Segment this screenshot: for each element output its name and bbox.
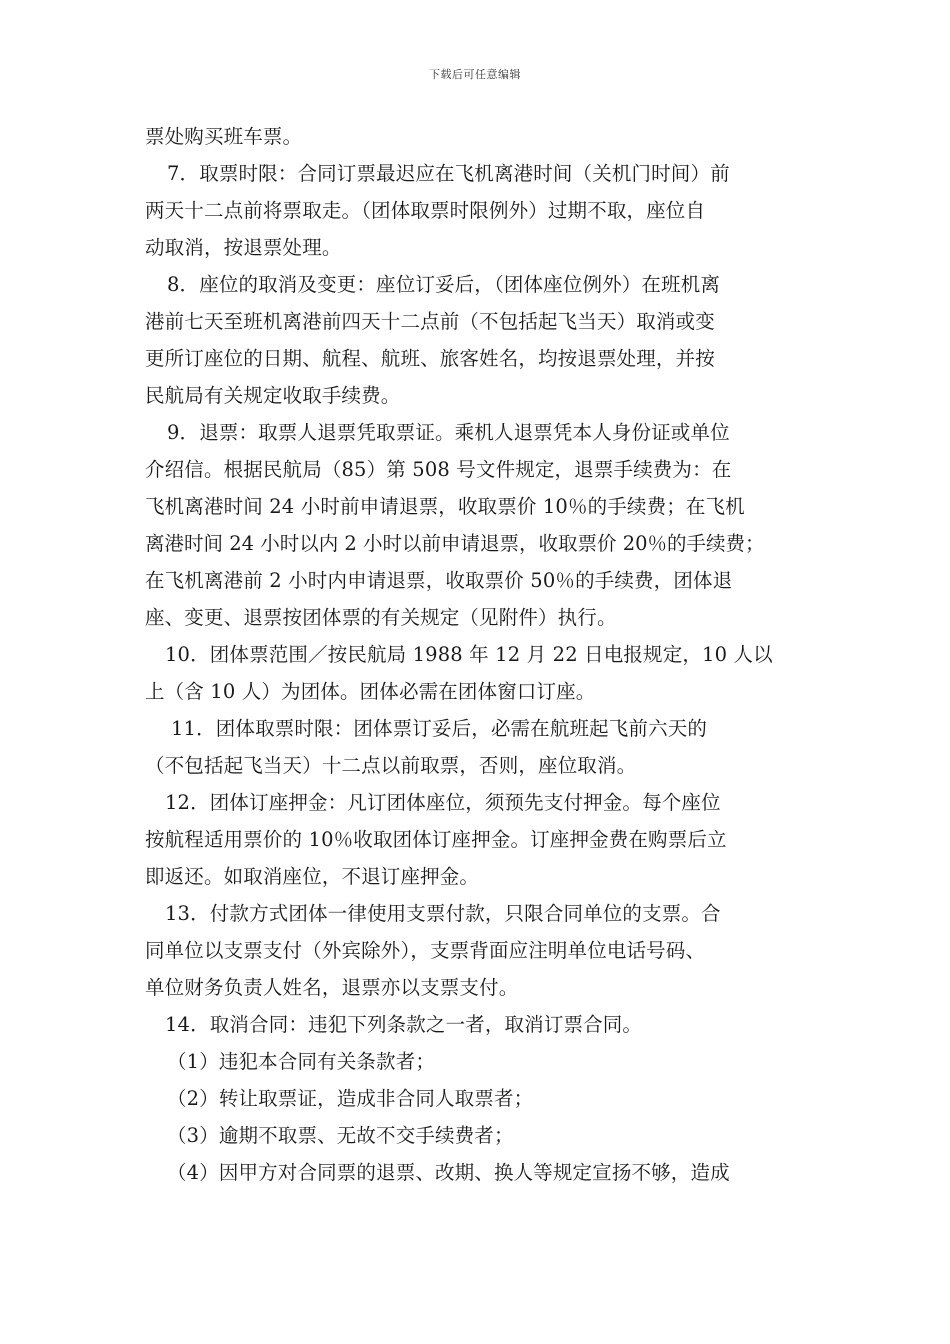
text-line: 8．座位的取消及变更：座位订妥后，（团体座位例外）在班机离 (167, 273, 721, 296)
text-line: 票处购买班车票。 (145, 125, 303, 148)
text-line: （1）违犯本合同有关条款者； (167, 1050, 436, 1073)
text-line: 14．取消合同：违犯下列条款之一者，取消订票合同。 (165, 1013, 643, 1036)
text-line: 11．团体取票时限：团体票订妥后，必需在航班起飞前六天的 (171, 717, 708, 740)
text-line: 离港时间 24 小时以内 2 小时以前申请退票，收取票价 20％的手续费； (145, 532, 765, 555)
text-line: 两天十二点前将票取走。（团体取票时限例外）过期不取，座位自 (145, 199, 706, 222)
text-line: （不包括起飞当天）十二点以前取票，否则，座位取消。 (145, 754, 637, 777)
text-line: 9．退票：取票人退票凭取票证。乘机人退票凭本人身份证或单位 (167, 421, 730, 444)
text-line: （3）逾期不取票、无故不交手续费者； (167, 1124, 514, 1147)
text-line: 13．付款方式团体一律使用支票付款，只限合同单位的支票。合 (165, 902, 721, 925)
text-line: 港前七天至班机离港前四天十二点前（不包括起飞当天）取消或变 (145, 310, 715, 333)
page-header: 下载后可任意编辑 (429, 68, 521, 81)
text-line: 10．团体票范围／按民航局 1988 年 12 月 22 日电报规定，10 人以 (165, 643, 773, 666)
text-line: 同单位以支票支付（外宾除外），支票背面应注明单位电话号码、 (145, 939, 706, 962)
text-line: 12．团体订座押金：凡订团体座位，须预先支付押金。每个座位 (165, 791, 721, 814)
text-line: 按航程适用票价的 10％收取团体订座押金。订座押金费在购票后立 (145, 828, 727, 851)
text-line: （2）转让取票证，造成非合同人取票者； (167, 1087, 534, 1110)
document-body (145, 118, 810, 1191)
text-line: 飞机离港时间 24 小时前申请退票，收取票价 10％的手续费；在飞机 (145, 495, 745, 518)
text-line: 介绍信。根据民航局（85）第 508 号文件规定，退票手续费为：在 (145, 458, 732, 481)
text-line: 民航局有关规定收取手续费。 (145, 384, 401, 407)
text-line: 在飞机离港前 2 小时内申请退票，收取票价 50％的手续费，团体退 (145, 569, 733, 592)
text-line: 动取消，按退票处理。 (145, 236, 342, 259)
text-line: 座、变更、退票按团体票的有关规定（见附件）执行。 (145, 606, 617, 629)
text-line: 即返还。如取消座位，不退订座押金。 (145, 865, 480, 888)
text-line: 上（含 10 人）为团体。团体必需在团体窗口订座。 (145, 680, 596, 703)
text-line: 单位财务负责人姓名，退票亦以支票支付。 (145, 976, 519, 999)
text-line: 更所订座位的日期、航程、航班、旅客姓名，均按退票处理，并按 (145, 347, 715, 370)
text-line: （4）因甲方对合同票的退票、改期、换人等规定宣扬不够，造成 (167, 1161, 730, 1184)
text-line: 7．取票时限：合同订票最迟应在飞机离港时间（关机门时间）前 (167, 162, 730, 185)
